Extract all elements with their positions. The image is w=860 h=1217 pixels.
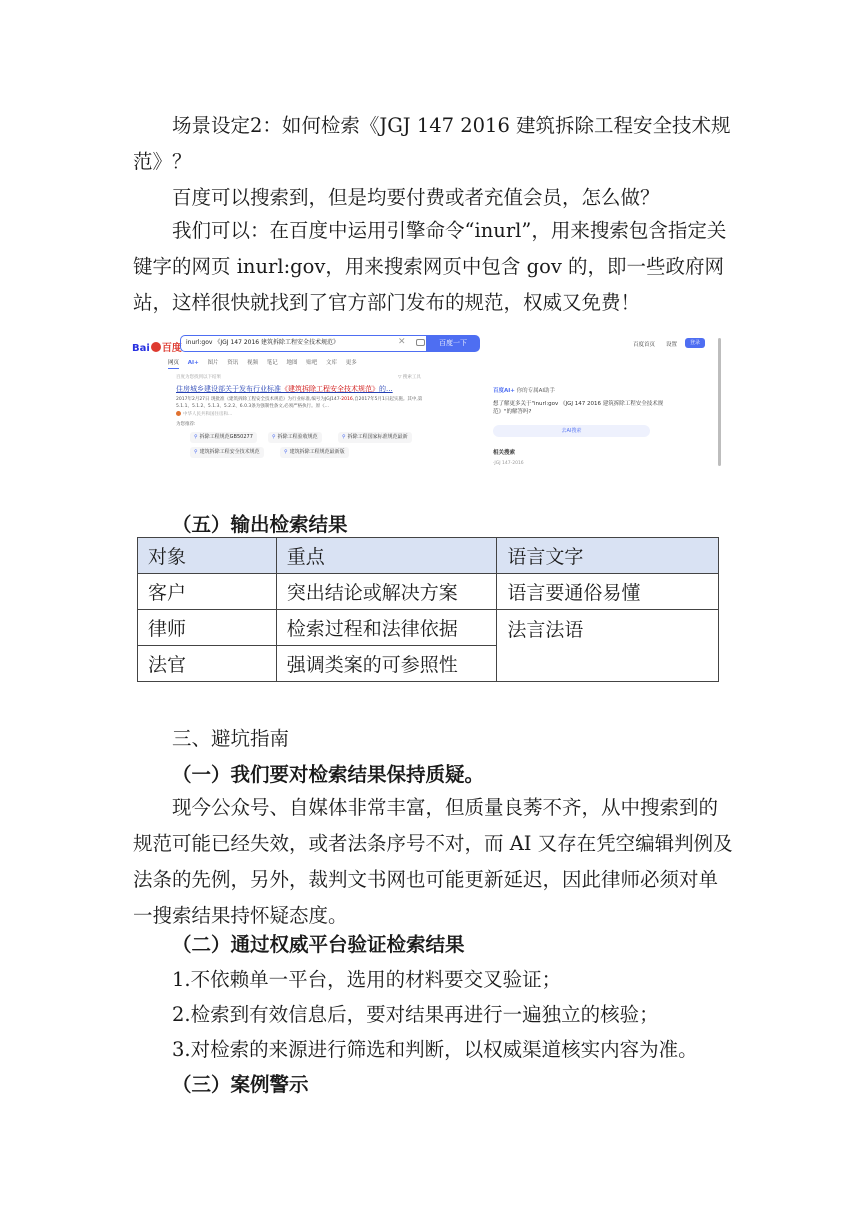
home-link[interactable]: 百度首页 [633,342,656,348]
search-icon: ⚲ [194,434,198,440]
related-search-item[interactable]: ·JGJ 147-2016 [493,461,524,466]
ai-question: 想了解更多关于"inurl:gov 《JGJ 147 2016 建筑拆除工程安全技术规范》"的解答吗? [493,401,664,415]
table-cell: 检索过程和法律依据 [276,610,497,646]
tab-tieba[interactable]: 贴吧 [306,360,318,366]
table-header-cell: 语言文字 [497,538,719,574]
paragraph: 我们可以：在百度中运用引擎命令“inurl”，用来搜索包含指定关键字的网页 inurl:gov，用来搜索网页中包含 gov 的，即一些政府网站，这样很快就找到了官方部门发布的规范，权威又免费！ [133,219,727,314]
tab-web[interactable]: 网页 [168,360,179,369]
baidu-search-screenshot [128,330,724,468]
related-chip[interactable]: ⚲ 拆除工程国家标准规范最新 [338,432,412,443]
related-chip[interactable]: ⚲ 拆除工程验收规范 [268,432,322,443]
paragraph: 百度可以搜索到，但是均要付费或者充值会员，怎么做？ [172,186,660,209]
tab-video[interactable]: 视频 [246,360,258,366]
search-input[interactable]: inurl:gov 《JGJ 147 2016 建筑拆除工程安全技术规范》 [180,335,436,352]
search-icon: ⚲ [284,449,288,455]
filter-icon: ▽ [398,375,402,380]
tab-news[interactable]: 资讯 [227,360,239,366]
recommend-label: 为您推荐: [176,422,196,427]
result-abstract: 2017年2月27日 现批准《建筑拆除工程安全技术规范》为行业标准,编号为JGJ147-2016,自2017年5月1日起实施。其中,第5.1.1、5.1.2、5.1.3、5.2.2、6.0.3条为强制性条文,必须严格执行。原《... [176,397,423,409]
paragraph: 现今公众号、自媒体非常丰富，但质量良莠不齐，从中搜索到的规范可能已经失效，或者法条序号不对，而 AI 又存在凭空编辑判例及法条的先例，另外，裁判文书网也可能更新延迟，因此律师必须对单一搜索结果持怀疑态度。 [133,796,733,927]
settings-link[interactable]: 设置 [666,342,678,348]
table-cell: 法言法语 [497,610,719,682]
result-title-link[interactable]: 住房城乡建设部关于发布行业标准《建筑拆除工程安全技术规范》的... [176,385,393,393]
chapter-title: 三、避坑指南 [172,727,290,750]
tab-notes[interactable]: 笔记 [266,360,278,366]
table-header-cell: 重点 [276,538,497,574]
related-chip[interactable]: ⚲ 建筑拆除工程安全技术规范 [190,447,264,458]
ai-assistant-header: 百度AI+ 你的专属AI助手 [493,388,556,394]
related-chip[interactable]: ⚲ 建筑拆除工程规范最新版 [280,447,349,458]
tab-wenku[interactable]: 文库 [326,360,338,366]
paw-icon [151,342,161,352]
table-header-row [138,538,719,574]
section-title: （三）案例警示 [172,1073,309,1096]
related-searches-title: 相关搜索 [493,450,516,456]
ai-search-button[interactable]: 去AI搜索 [493,425,650,437]
scenario-paragraph: 场景设定2：如何检索《JGJ 147 2016 建筑拆除工程安全技术规范》？ [133,114,731,173]
source-icon [176,411,181,416]
table-header-cell: 对象 [138,538,277,574]
table-cell: 客户 [138,574,277,610]
related-chip[interactable]: ⚲ 拆除工程规范GB50277 [190,432,257,443]
section-title: （一）我们要对检索结果保持质疑。 [172,763,485,786]
search-icon: ⚲ [194,449,198,455]
list-item: 2.检索到有效信息后，要对结果再进行一遍独立的核验； [172,1003,659,1026]
table-row [138,574,719,610]
search-button[interactable]: 百度一下 [426,335,480,352]
table-cell: 强调类案的可参照性 [276,646,497,682]
output-table [137,537,719,682]
list-item: 1.不依赖单一平台，选用的材料要交叉验证； [172,968,562,991]
login-button[interactable]: 登录 [685,338,705,348]
tab-more[interactable]: 更多 [345,360,357,366]
section-title: （二）通过权威平台验证检索结果 [172,933,465,956]
result-count-hint: 百度为您找到以下结果 [176,375,221,380]
table-cell: 律师 [138,610,277,646]
tab-map[interactable]: 地图 [286,360,298,366]
section-title: （五）输出检索结果 [172,513,348,536]
table-row [138,610,719,646]
camera-icon[interactable] [416,339,425,346]
tab-ai[interactable]: AI+ [187,360,199,366]
search-icon: ⚲ [342,434,346,440]
table-cell: 突出结论或解决方案 [276,574,497,610]
scrollbar[interactable] [718,338,721,466]
search-icon: ⚲ [272,434,276,440]
baidu-logo: Bai 百度 [132,343,182,354]
close-icon[interactable]: ✕ [398,337,406,347]
table-cell: 法官 [138,646,277,682]
list-item: 3.对检索的来源进行筛选和判断，以权威渠道核实内容为准。 [172,1038,698,1061]
search-tabs [168,358,364,366]
tab-images[interactable]: 图片 [207,360,219,366]
table-cell: 语言要通俗易懂 [497,574,719,610]
result-source[interactable]: 中华人民共和国住房和... [176,411,232,417]
search-tools[interactable]: ▽ 搜索工具 [398,375,421,380]
